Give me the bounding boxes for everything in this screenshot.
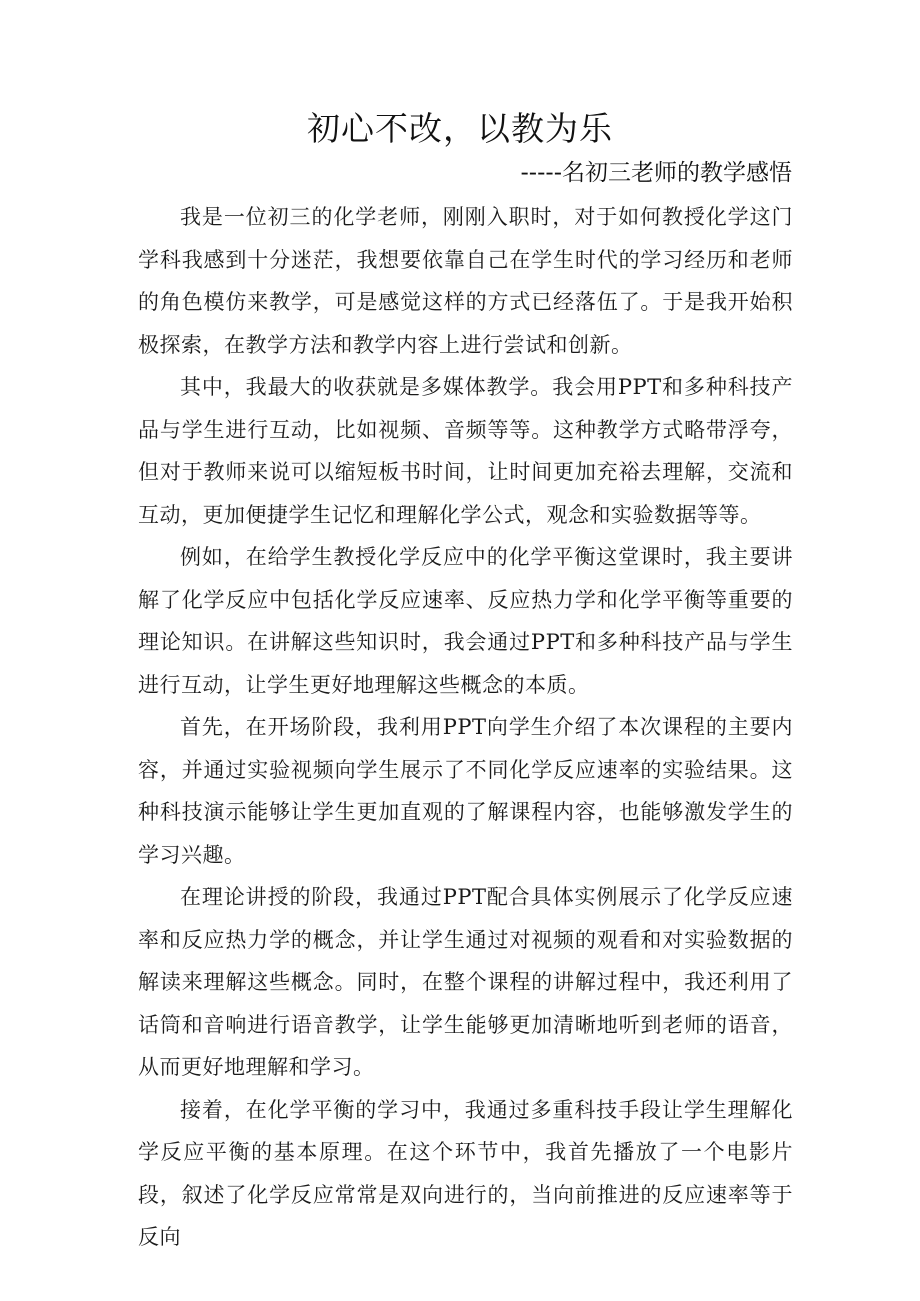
paragraph: 首先，在开场阶段，我利用PPT向学生介绍了本次课程的主要内容，并通过实验视频向学生展示了不同化学反应速率的实验结果。这种科技演示能够让学生更加直观的了解课程内容，也能够激发学生的学习兴趣。 — [138, 715, 793, 867]
paragraph: 例如，在给学生教授化学反应中的化学平衡这堂课时，我主要讲解了化学反应中包括化学反应速率、反应热力学和化学平衡等重要的理论知识。在讲解这些知识时，我会通过PPT和多种科技产品与学生进行互动，让学生更好地理解这些概念的本质。 — [138, 545, 793, 697]
paragraph: 接着，在化学平衡的学习中，我通过多重科技手段让学生理解化学反应平衡的基本原理。在这个环节中，我首先播放了一个电影片段，叙述了化学反应常常是双向进行的，当向前推进的反应速率等于反向 — [138, 1097, 793, 1249]
paragraph: 在理论讲授的阶段，我通过PPT配合具体实例展示了化学反应速率和反应热力学的概念，并让学生通过对视频的观看和对实验数据的解读来理解这些概念。同时，在整个课程的讲解过程中，我还利用了话筒和音响进行语音教学，让学生能够更加清晰地听到老师的语音，从而更好地理解和学习。 — [138, 885, 793, 1079]
document-title: 初心不改，以教为乐 — [307, 109, 613, 148]
document-subtitle: -----名初三老师的教学感悟 — [520, 160, 792, 186]
paragraph: 其中，我最大的收获就是多媒体教学。我会用PPT和多种科技产品与学生进行互动，比如视频、音频等等。这种教学方式略带浮夸，但对于教师来说可以缩短板书时间，让时间更加充裕去理解，交流和互动，更加便捷学生记忆和理解化学公式，观念和实验数据等等。 — [138, 375, 793, 527]
paragraph: 我是一位初三的化学老师，刚刚入职时，对于如何教授化学这门学科我感到十分迷茫，我想要依靠自己在学生时代的学习经历和老师的角色模仿来教学，可是感觉这样的方式已经落伍了。于是我开始积极探索，在教学方法和教学内容上进行尝试和创新。 — [138, 205, 793, 357]
document-body — [138, 196, 793, 1259]
